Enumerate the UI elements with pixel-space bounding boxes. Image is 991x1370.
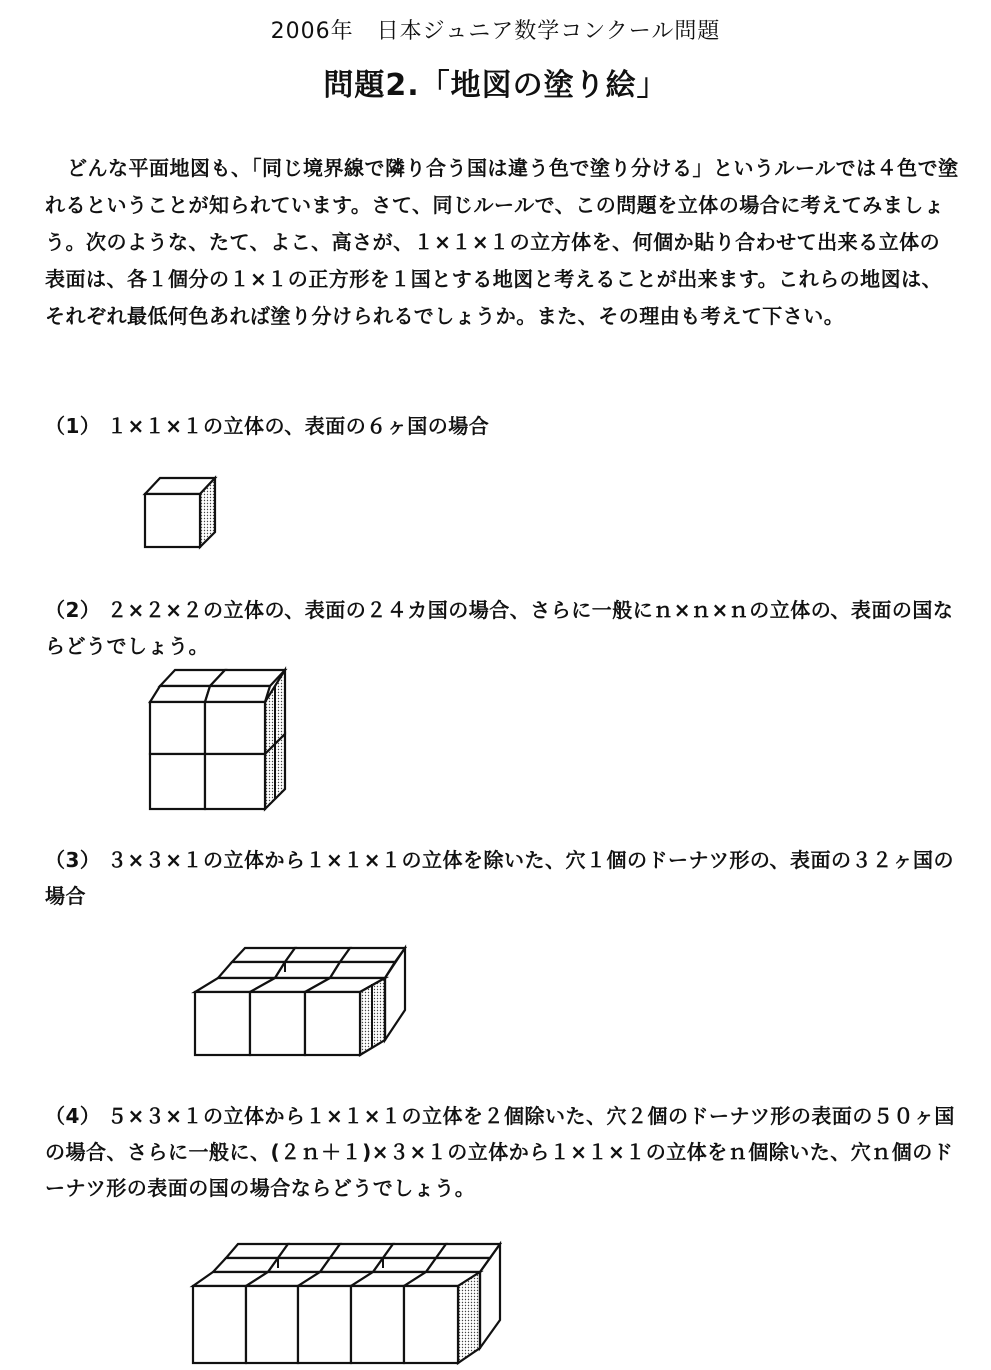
problem-2-number: （2） bbox=[45, 598, 101, 622]
problem-3 bbox=[45, 842, 965, 914]
problem-1 bbox=[45, 408, 965, 444]
figure-single-cube bbox=[140, 472, 230, 554]
problem-3-number: （3） bbox=[45, 848, 101, 872]
figure-donut-one-hole bbox=[190, 940, 420, 1062]
problem-4-text: ５×３×１の立体から１×１×１の立体を２個除いた、穴２個のドーナツ形の表面の５０ヶ国の場合、さらに一般に、(２ｎ＋１)×３×１の立体から１×１×１の立体をｎ個除いた、穴ｎ個のドーナツ形の表面の国の場合ならどうでしょう。 bbox=[45, 1104, 955, 1200]
problem-4-number: （4） bbox=[45, 1104, 101, 1128]
problem-2-text: ２×２×２の立体の、表面の２４カ国の場合、さらに一般にｎ×ｎ×ｎの立体の、表面の国ならどうでしょう。 bbox=[45, 598, 954, 658]
problem-4 bbox=[45, 1098, 965, 1206]
figure-2x2x2-cube bbox=[145, 664, 305, 814]
figure-donut-two-holes bbox=[188, 1238, 508, 1368]
intro-paragraph: どんな平面地図も、「同じ境界線で隣り合う国は違う色で塗り分ける」というルールでは４色で塗れるということが知られています。さて、同じルールで、この問題を立体の場合に考えてみましょう。次のような、たて、よこ、高さが、１×１×１の立方体を、何個か貼り合わせて出来る立体の表面は、各１個分の１×１の正方形を１国とする地図と考えることが出来ます。これらの地図は、それぞれ最低何色あれば塗り分けられるでしょうか。また、その理由も考えて下さい。 bbox=[45, 156, 959, 328]
problem-1-text: １×１×１の立体の、表面の６ヶ国の場合 bbox=[107, 414, 490, 438]
problem-2 bbox=[45, 592, 965, 664]
page-title: 問題2.「地図の塗り絵」 bbox=[323, 68, 668, 103]
problem-3-text: ３×３×１の立体から１×１×１の立体を除いた、穴１個のドーナツ形の、表面の３２ヶ国の場合 bbox=[45, 848, 955, 908]
problem-1-number: （1） bbox=[45, 414, 101, 438]
page-header: 2006年 日本ジュニア数学コンクール問題 bbox=[270, 19, 721, 44]
